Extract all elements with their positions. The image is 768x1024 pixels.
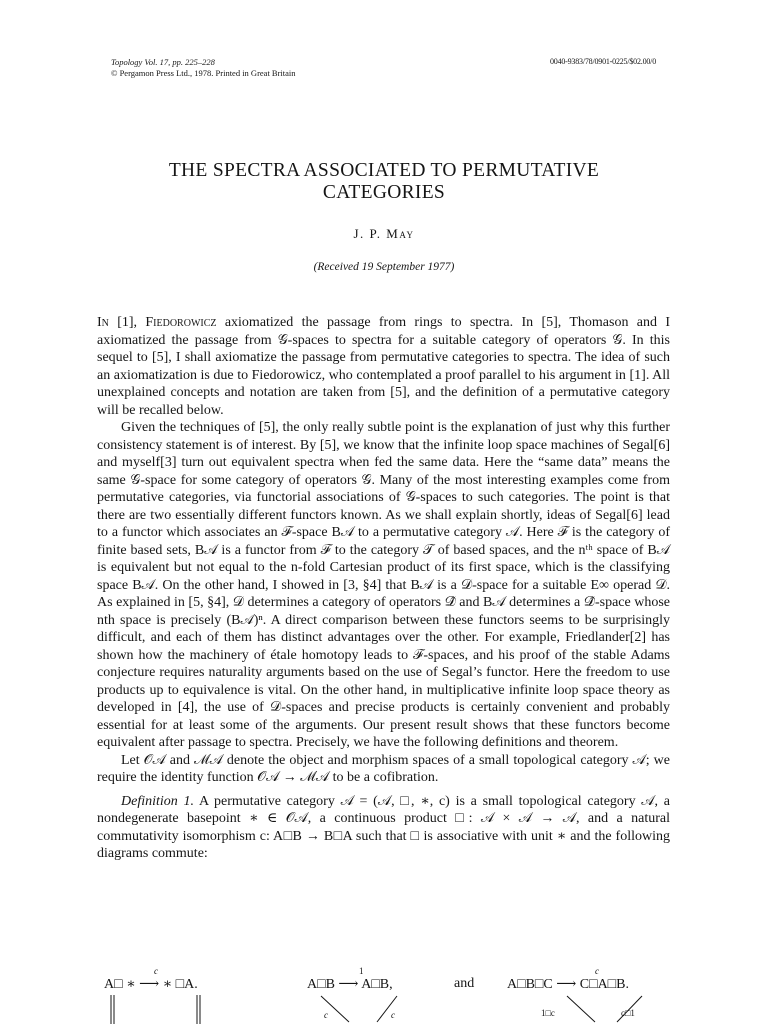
title-line-1: THE SPECTRA ASSOCIATED TO PERMUTATIVE bbox=[168, 160, 600, 181]
diagram-3-left-arrow bbox=[567, 996, 595, 1022]
article-code: 0040-9383/78/0901-0225/$02.00/0 bbox=[549, 57, 656, 66]
diagram-3-left-label: 1□c bbox=[541, 1008, 555, 1018]
definition-1 bbox=[97, 793, 670, 863]
author-name-fiedorowicz: Fiedorowicz bbox=[145, 315, 217, 330]
article-body bbox=[97, 314, 670, 863]
diagram-and: and bbox=[454, 976, 475, 991]
diagram-3-right-label: c□1 bbox=[621, 1008, 635, 1018]
paragraph-1-text-a: [1], bbox=[108, 315, 146, 330]
title-line-2: CATEGORIES bbox=[322, 182, 446, 203]
paragraph-1 bbox=[97, 314, 670, 419]
diagram-3-top-row: A□B□C ⟶ C□A□B. bbox=[507, 977, 629, 992]
opening-word: In bbox=[97, 315, 109, 330]
definition-text: A permutative category 𝒜 = (𝒜, □, ∗, c) is a small topological category 𝒜, a nondegenerate basepoint ∗ ∈ 𝒪𝒜, a continuous product □: 𝒜 × 𝒜 → 𝒜, and a natural commutativity isomorphism c: A□B → B□A such that □ is associative with unit ∗ and the following diagrams commute: bbox=[97, 793, 670, 861]
paragraph-2: Given the techniques of [5], the only really subtle point is the explanation of just why this further consistency statement is of interest. By [5], we know that the infinite loop space machines of Segal[6] and myself[3] turn out equivalent spectra when fed the same data. Here the “same data” means the same 𝒢-space for some category of operators 𝒢. Many of the most interesting examples come from permutative categories, via functorial associations of 𝒢-spaces to such categories. The point is that there are two essentially different functors known. As we shall explain shortly, ideas of Segal[6] lead to a functor which associates an ℱ-space B𝒜 to a permutative category 𝒜. Here ℱ is the category of finite based sets, B𝒜 is a functor from ℱ to the category 𝒯 of based spaces, and the nᵗʰ space of B𝒜 is equivalent but not equal to the n-fold Cartesian product of its first space, which is the classifying space B𝒜. On the other hand, I showed in [3, §4] that B𝒜 is a 𝒟-space for a suitable E∞ operad 𝒟. As explained in [5, §4], 𝒟 determines a category of operators 𝒟̂ and B𝒜 determines a 𝒟̂-space whose nth space is precisely (B𝒜)ⁿ. A direct comparison between these functors seems to be surprisingly difficult, and each of them has distinct advantages over the other. For example, Friedlander[2] has shown how the machinery of étale homotopy leads to ℱ-spaces, and his proof of the stable Adams conjecture requires naturality arguments based on the use of Segal’s functor. Here the freedom to use products up to equivalence is vital. On the other hand, in multiplicative infinite loop space theory as developed in [4], the use of 𝒟-spaces and precise products is certainly convenient and probably essential for at least some of the arguments. Our present result shows that these functors become equivalent after passage to spectra. Precisely, we have the following definitions and theorem. bbox=[97, 420, 670, 750]
paragraph-3: Let 𝒪𝒜 and ℳ𝒜 denote the object and morphism spaces of a small topological category 𝒜; we require the identity function 𝒪𝒜 → ℳ𝒜 to be a cofibration. bbox=[97, 752, 670, 785]
definition-label: Definition 1. bbox=[121, 793, 195, 809]
diagram-1-top-row: A□ ∗ ⟶ ∗ □A. bbox=[104, 977, 198, 992]
article-title bbox=[0, 160, 768, 204]
publisher-line: © Pergamon Press Ltd., 1978. Printed in Great Britain bbox=[111, 68, 296, 78]
diagram-3-arrow-label: c bbox=[595, 966, 599, 976]
paragraph-1-text-b: axiomatized the passage from rings to spectra. In [5], Thomason and I axiomatized the passage from 𝒢-spaces to spectra for a suitable category of operators 𝒢. In this sequel to [5], I shall axiomatize the passage from permutative categories to spectra. The idea of such an axiomatization is due to Fiedorowicz, who contemplated a proof parallel to his argument in [1]. All unexplained concepts and notation are taken from [5], and the definition of a permutative category will be recalled below. bbox=[97, 315, 671, 418]
diagram-2-top-row: A□B ⟶ A□B, bbox=[307, 977, 393, 992]
diagram-2-left-label: c bbox=[324, 1010, 328, 1020]
author: J. P. May bbox=[353, 226, 415, 241]
commutative-diagrams bbox=[97, 968, 677, 1024]
journal-citation bbox=[111, 57, 296, 79]
received-date: (Received 19 September 1977) bbox=[313, 261, 455, 273]
journal-volume: Topology Vol. 17, pp. 225–228 bbox=[111, 57, 215, 67]
diagram-2-right-label: c bbox=[391, 1010, 395, 1020]
diagram-2-arrow-label: 1 bbox=[359, 966, 364, 976]
diagram-1-arrow-label: c bbox=[154, 966, 158, 976]
